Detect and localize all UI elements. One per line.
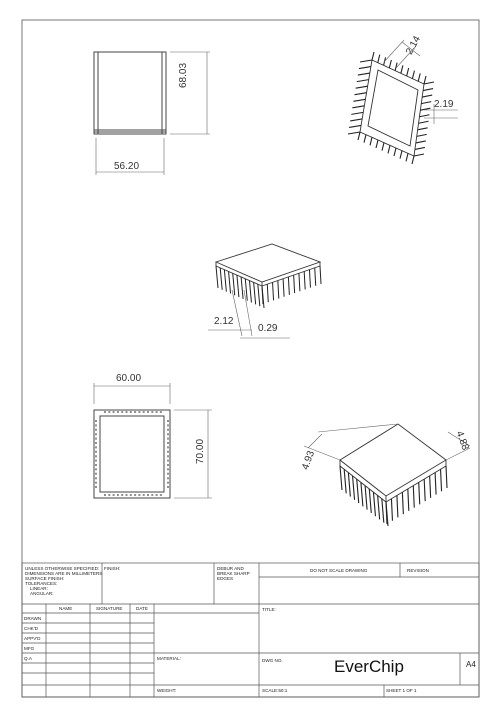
heatsink-fin bbox=[241, 277, 243, 299]
heatsink-fin bbox=[430, 476, 431, 498]
heatsink-fin bbox=[288, 277, 289, 295]
heatsink-fin bbox=[353, 476, 355, 500]
iso-view-top bbox=[340, 424, 447, 526]
heatsink-fin bbox=[417, 134, 427, 136]
heatsink-fin bbox=[401, 65, 403, 73]
title-block-grid bbox=[22, 563, 479, 697]
heatsink-fin bbox=[304, 271, 305, 289]
dim-iso-a: 2.14 bbox=[404, 34, 423, 57]
note-line: SURFACE FINISH: bbox=[25, 576, 65, 581]
heatsink-fin bbox=[446, 466, 447, 488]
heatsink-fin bbox=[424, 479, 425, 501]
heatsink-fin bbox=[220, 268, 222, 290]
heatsink-fin bbox=[391, 499, 392, 521]
row-label-drawn: DRAWN bbox=[24, 616, 42, 621]
heatsink-fin bbox=[365, 486, 367, 510]
heatsink-fin bbox=[299, 273, 300, 291]
heatsink-fin bbox=[356, 86, 368, 88]
heatsink-fin bbox=[376, 140, 378, 148]
finish-label: FINISH: bbox=[104, 566, 121, 571]
heatsink-fin bbox=[349, 125, 361, 127]
deburr-line: EDGES bbox=[217, 576, 234, 581]
heatsink-fin bbox=[373, 492, 375, 516]
heatsink-fin bbox=[378, 495, 380, 519]
heatsink-fin bbox=[408, 489, 409, 511]
front-view bbox=[94, 52, 166, 134]
heatsink-fin bbox=[416, 141, 426, 143]
material-label: MATERIAL: bbox=[157, 656, 181, 661]
dwg-no-label: DWG NO. bbox=[262, 658, 283, 663]
dim-top-height: 70.00 bbox=[195, 438, 206, 464]
heatsink-fin bbox=[415, 147, 425, 149]
heatsink-fin bbox=[412, 71, 414, 79]
heatsink-fin bbox=[394, 148, 396, 156]
heatsink-fin bbox=[369, 489, 371, 513]
heatsink-fin bbox=[233, 273, 235, 295]
dim-top-width: 60.00 bbox=[116, 373, 142, 384]
heatsink-fin bbox=[348, 473, 350, 497]
heatsink-fin bbox=[315, 268, 316, 286]
deburr-line: DEBUR AND bbox=[217, 566, 244, 571]
heatsink-fin bbox=[229, 271, 231, 293]
heatsink-fin bbox=[237, 275, 239, 297]
iso-side-dims bbox=[208, 290, 290, 338]
row-label-checked: CHK'D bbox=[24, 626, 38, 631]
heatsink-fin bbox=[320, 266, 321, 284]
heatsink-fin bbox=[352, 106, 364, 108]
revision-label: REVISION bbox=[407, 568, 429, 573]
heatsink-fin bbox=[294, 275, 295, 293]
heatsink-fin bbox=[397, 495, 398, 517]
heatsink-fin bbox=[370, 137, 372, 145]
top-view bbox=[94, 410, 170, 498]
heatsink-fin bbox=[360, 60, 372, 62]
dim-front-height: 68.03 bbox=[178, 62, 189, 88]
heatsink-fin bbox=[254, 282, 256, 304]
heatsink-fin bbox=[309, 270, 310, 288]
heatsink-fin bbox=[418, 128, 428, 130]
row-label-qa: Q.A bbox=[24, 656, 32, 661]
heatsink-fin bbox=[267, 284, 268, 302]
col-date-header: DATE bbox=[136, 606, 148, 611]
heatsink-fin bbox=[422, 95, 432, 97]
note-line: DIMENSIONS ARE IN MILLIMETERS bbox=[25, 571, 103, 576]
heatsink-fin bbox=[424, 82, 434, 84]
heatsink-fin bbox=[350, 119, 362, 121]
heatsink-fin bbox=[224, 270, 226, 292]
note-line: LINEAR: bbox=[30, 586, 48, 591]
heatsink-fin bbox=[359, 67, 371, 69]
dim-iso-b: 2.19 bbox=[434, 99, 454, 110]
heatsink-fin bbox=[357, 479, 359, 503]
heatsink-fin bbox=[378, 55, 380, 63]
heatsink-fin bbox=[419, 115, 429, 117]
heatsink-fin bbox=[216, 266, 218, 288]
heatsink-fin bbox=[364, 135, 366, 143]
iso-view-underside bbox=[348, 52, 434, 164]
scale-label: SCALE:50:1 bbox=[262, 688, 288, 693]
heatsink-fin bbox=[344, 469, 346, 493]
row-label-approved: APPV'D bbox=[24, 636, 41, 641]
heatsink-fin bbox=[353, 99, 365, 101]
note-line: TOLERANCES: bbox=[25, 581, 58, 586]
heatsink-fin bbox=[382, 499, 384, 523]
heatsink-fin bbox=[249, 281, 251, 303]
do-not-scale-note: DO NOT SCALE DRAWING bbox=[310, 568, 368, 573]
heatsink-fin bbox=[412, 156, 414, 164]
heatsink-fin bbox=[258, 284, 260, 306]
title-label: TITLE: bbox=[262, 607, 276, 612]
front-dimensions bbox=[96, 52, 210, 175]
dim-front-width: 56.20 bbox=[114, 161, 140, 172]
heatsink-fin bbox=[351, 112, 363, 114]
col-name-header: NAME bbox=[59, 606, 73, 611]
dim-iso-bottom-b: 4.88 bbox=[453, 429, 471, 452]
heatsink-fin bbox=[278, 281, 279, 299]
heatsink-fin bbox=[435, 473, 436, 495]
heatsink-fin bbox=[372, 52, 374, 60]
heatsink-fin bbox=[406, 153, 408, 161]
heatsink-fin bbox=[358, 132, 360, 140]
sheet-border bbox=[22, 20, 479, 697]
heatsink-fin bbox=[419, 121, 429, 123]
iso-view-side bbox=[216, 244, 321, 308]
heatsink-fin bbox=[358, 73, 370, 75]
row-label-mfg: MFG bbox=[24, 646, 35, 651]
heatsink-fin bbox=[418, 73, 420, 81]
heatsink-fin bbox=[402, 492, 403, 514]
heatsink-fin bbox=[389, 60, 391, 68]
heatsink-fin bbox=[361, 482, 363, 506]
heatsink-fin bbox=[419, 482, 420, 504]
deburr-line: BREAK SHARP bbox=[217, 571, 250, 576]
company-name: EverChip bbox=[334, 657, 404, 676]
heatsink-fin bbox=[273, 282, 274, 300]
heatsink-fin bbox=[382, 143, 384, 151]
heatsink-fin bbox=[424, 76, 426, 84]
heatsink-fin bbox=[421, 102, 431, 104]
note-line: ANGULAR: bbox=[30, 591, 54, 596]
heatsink-fin bbox=[340, 466, 342, 490]
note-line: UNLESS OTHERWISE SPECIFIED: bbox=[25, 566, 100, 571]
heatsink-fin bbox=[355, 93, 367, 95]
heatsink-fin bbox=[400, 151, 402, 159]
heatsink-fin bbox=[407, 68, 409, 76]
heatsink-fin bbox=[414, 154, 424, 156]
heatsink-fin bbox=[348, 132, 360, 134]
dim-iso-bottom-a: 4.93 bbox=[300, 449, 318, 472]
heatsink-fin bbox=[283, 279, 284, 297]
dim-mid-b: 0.29 bbox=[258, 323, 278, 334]
col-signature-header: SIGNATURE bbox=[96, 606, 123, 611]
heatsink-fin bbox=[423, 89, 433, 91]
heatsink-fin bbox=[441, 469, 442, 491]
heatsink-fin bbox=[413, 486, 414, 508]
heatsink-fin bbox=[388, 145, 390, 153]
heatsink-fin bbox=[357, 80, 369, 82]
weight-label: WEIGHT: bbox=[157, 688, 177, 693]
sheet-size: A4 bbox=[466, 660, 476, 669]
dim-mid-a: 2.12 bbox=[214, 316, 234, 327]
sheet-count: SHEET 1 OF 1 bbox=[386, 688, 417, 693]
iso-underside-dims bbox=[384, 40, 458, 124]
